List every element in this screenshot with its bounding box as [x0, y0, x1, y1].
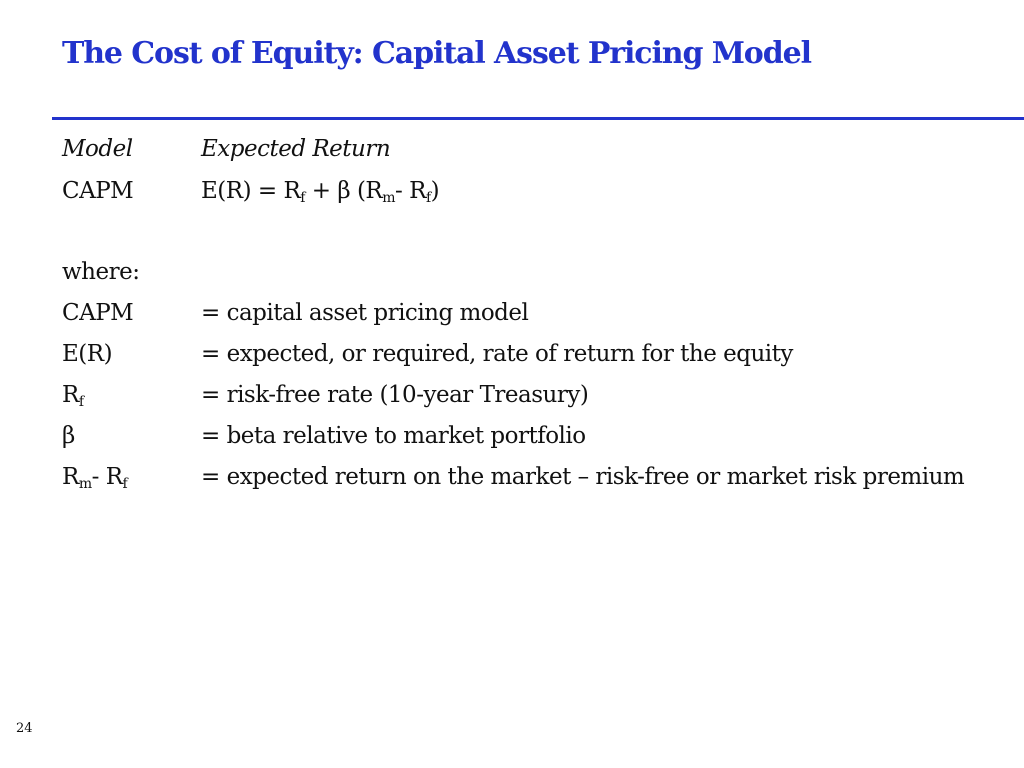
- definition-term: [62, 382, 84, 409]
- term-subscript: f: [122, 476, 128, 492]
- definition-text: = risk-free rate (10-year Treasury): [201, 382, 589, 408]
- formula-model-name: CAPM: [62, 178, 134, 204]
- definition-text: = beta relative to market portfolio: [201, 423, 586, 449]
- formula-minus-r: - R: [395, 178, 426, 204]
- formula-rm-subscript: m: [382, 190, 396, 206]
- term-base: R: [62, 464, 79, 490]
- formula-rf-subscript: f: [300, 190, 305, 206]
- term-mid: - R: [91, 464, 123, 490]
- definition-term: E(R): [62, 341, 113, 367]
- slide-title: The Cost of Equity: Capital Asset Pricing Model: [62, 36, 811, 71]
- definition-text: = expected, or required, rate of return for the equity: [201, 341, 793, 367]
- formula-plus-beta: + β (R: [304, 178, 383, 204]
- definition-text: = expected return on the market – risk-free or market risk premium: [201, 464, 965, 490]
- definition-term: [62, 464, 127, 491]
- definition-term: β: [62, 423, 75, 449]
- formula-rf-subscript-2: f: [425, 190, 431, 206]
- expected-return-column-header: Expected Return: [201, 136, 391, 162]
- definition-text: = capital asset pricing model: [201, 300, 529, 326]
- term-subscript: f: [78, 394, 84, 410]
- page-number: 24: [16, 721, 33, 736]
- where-label: where:: [62, 259, 140, 285]
- formula-close-paren: ): [430, 178, 440, 204]
- definition-term: CAPM: [62, 300, 134, 326]
- model-column-header: Model: [62, 136, 133, 162]
- title-divider: [52, 117, 1024, 120]
- formula-lhs: E(R) = R: [201, 178, 301, 204]
- term-subscript: m: [78, 476, 92, 492]
- capm-formula: [201, 178, 961, 205]
- term-base: R: [62, 382, 79, 408]
